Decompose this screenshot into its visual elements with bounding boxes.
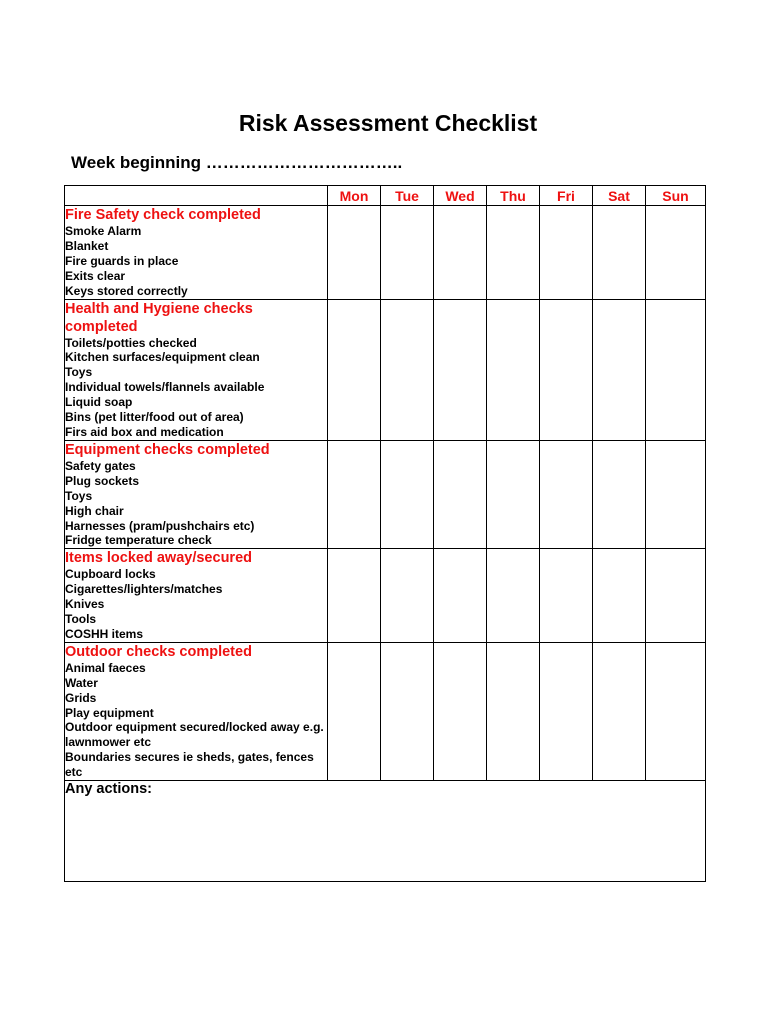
actions-label: Any actions: — [65, 781, 153, 798]
check-item: Cigarettes/lighters/matches — [65, 582, 223, 597]
check-item: Harnesses (pram/pushchairs etc) — [65, 518, 255, 533]
check-item: Bins (pet litter/food out of area) — [65, 410, 244, 425]
day-check-cell[interactable] — [540, 440, 593, 548]
section-title: Items locked away/secured — [65, 550, 252, 567]
day-check-cell[interactable] — [540, 206, 593, 300]
check-item: Firs aid box and medication — [65, 424, 224, 439]
check-item: Animal faeces — [65, 660, 146, 675]
day-check-cell[interactable] — [540, 549, 593, 643]
day-check-cell[interactable] — [540, 299, 593, 440]
section-row — [65, 549, 706, 643]
day-check-cell[interactable] — [593, 440, 646, 548]
page-title: Risk Assessment Checklist — [238, 110, 538, 136]
day-check-cell[interactable] — [381, 299, 434, 440]
day-header: Sat — [593, 186, 646, 206]
day-check-cell[interactable] — [434, 206, 487, 300]
day-check-cell[interactable] — [646, 440, 706, 548]
day-check-cell[interactable] — [328, 440, 381, 548]
section-title: Equipment checks completed — [65, 441, 270, 458]
day-check-cell[interactable] — [487, 440, 540, 548]
day-header: Mon — [328, 186, 381, 206]
day-check-cell[interactable] — [593, 642, 646, 780]
check-item: Outdoor equipment secured/locked away e.g. lawnmower etc — [65, 720, 324, 750]
day-check-cell[interactable] — [328, 549, 381, 643]
section-label-cell — [65, 206, 328, 300]
day-check-cell[interactable] — [593, 299, 646, 440]
day-header: Tue — [381, 186, 434, 206]
check-item: Smoke Alarm — [65, 224, 142, 238]
check-item: Fire guards in place — [65, 253, 179, 268]
day-check-cell[interactable] — [487, 642, 540, 780]
day-header: Thu — [487, 186, 540, 206]
section-row — [65, 642, 706, 780]
week-beginning-field[interactable]: Week beginning …………………………….. — [71, 153, 403, 172]
day-check-cell[interactable] — [381, 440, 434, 548]
check-item: Fridge temperature check — [65, 533, 212, 548]
day-header: Sun — [646, 186, 706, 206]
check-item: Individual towels/flannels available — [65, 380, 265, 395]
actions-row — [65, 781, 706, 882]
section-label-cell — [65, 642, 328, 780]
section-row — [65, 206, 706, 300]
day-check-cell[interactable] — [487, 206, 540, 300]
day-check-cell[interactable] — [381, 549, 434, 643]
checklist-table — [64, 185, 706, 882]
day-check-cell[interactable] — [487, 549, 540, 643]
day-check-cell[interactable] — [593, 206, 646, 300]
day-check-cell[interactable] — [328, 299, 381, 440]
check-item: Boundaries secures ie sheds, gates, fences etc — [65, 750, 314, 780]
day-check-cell[interactable] — [434, 549, 487, 643]
check-item: Safety gates — [65, 458, 136, 473]
day-check-cell[interactable] — [646, 642, 706, 780]
day-check-cell[interactable] — [381, 206, 434, 300]
day-check-cell[interactable] — [328, 642, 381, 780]
day-header: Fri — [540, 186, 593, 206]
section-label-cell — [65, 299, 328, 440]
day-check-cell[interactable] — [646, 549, 706, 643]
check-item: Toilets/potties checked — [65, 335, 197, 350]
day-check-cell[interactable] — [434, 299, 487, 440]
check-item: Kitchen surfaces/equipment clean — [65, 350, 260, 365]
section-title: Fire Safety check completed — [65, 207, 261, 223]
day-check-cell[interactable] — [434, 642, 487, 780]
check-item: Play equipment — [65, 705, 154, 720]
check-item: Grids — [65, 690, 97, 705]
check-item: Toys — [65, 365, 93, 380]
day-check-cell[interactable] — [593, 549, 646, 643]
day-check-cell[interactable] — [328, 206, 381, 300]
header-row — [65, 186, 706, 206]
day-check-cell[interactable] — [540, 642, 593, 780]
section-title: Outdoor checks completed — [65, 643, 252, 660]
section-title: Health and Hygiene checks completed — [65, 300, 253, 335]
section-row — [65, 440, 706, 548]
check-item: Tools — [65, 612, 97, 627]
day-header: Wed — [434, 186, 487, 206]
check-item: Plug sockets — [65, 473, 140, 488]
section-label-cell — [65, 549, 328, 643]
day-check-cell[interactable] — [434, 440, 487, 548]
check-item: Toys — [65, 488, 93, 503]
check-item: Liquid soap — [65, 395, 133, 410]
section-row — [65, 299, 706, 440]
day-check-cell[interactable] — [381, 642, 434, 780]
check-item: Blanket — [65, 238, 109, 253]
actions-cell[interactable] — [65, 781, 706, 882]
check-item: High chair — [65, 503, 124, 518]
day-check-cell[interactable] — [646, 299, 706, 440]
check-item: Water — [65, 675, 98, 690]
check-item: COSHH items — [65, 626, 144, 641]
check-item: Cupboard locks — [65, 567, 156, 582]
section-label-cell — [65, 440, 328, 548]
day-check-cell[interactable] — [646, 206, 706, 300]
check-item: Exits clear — [65, 268, 126, 283]
check-item: Keys stored correctly — [65, 283, 188, 298]
header-blank-cell — [65, 186, 328, 206]
day-check-cell[interactable] — [487, 299, 540, 440]
check-item: Knives — [65, 597, 105, 612]
